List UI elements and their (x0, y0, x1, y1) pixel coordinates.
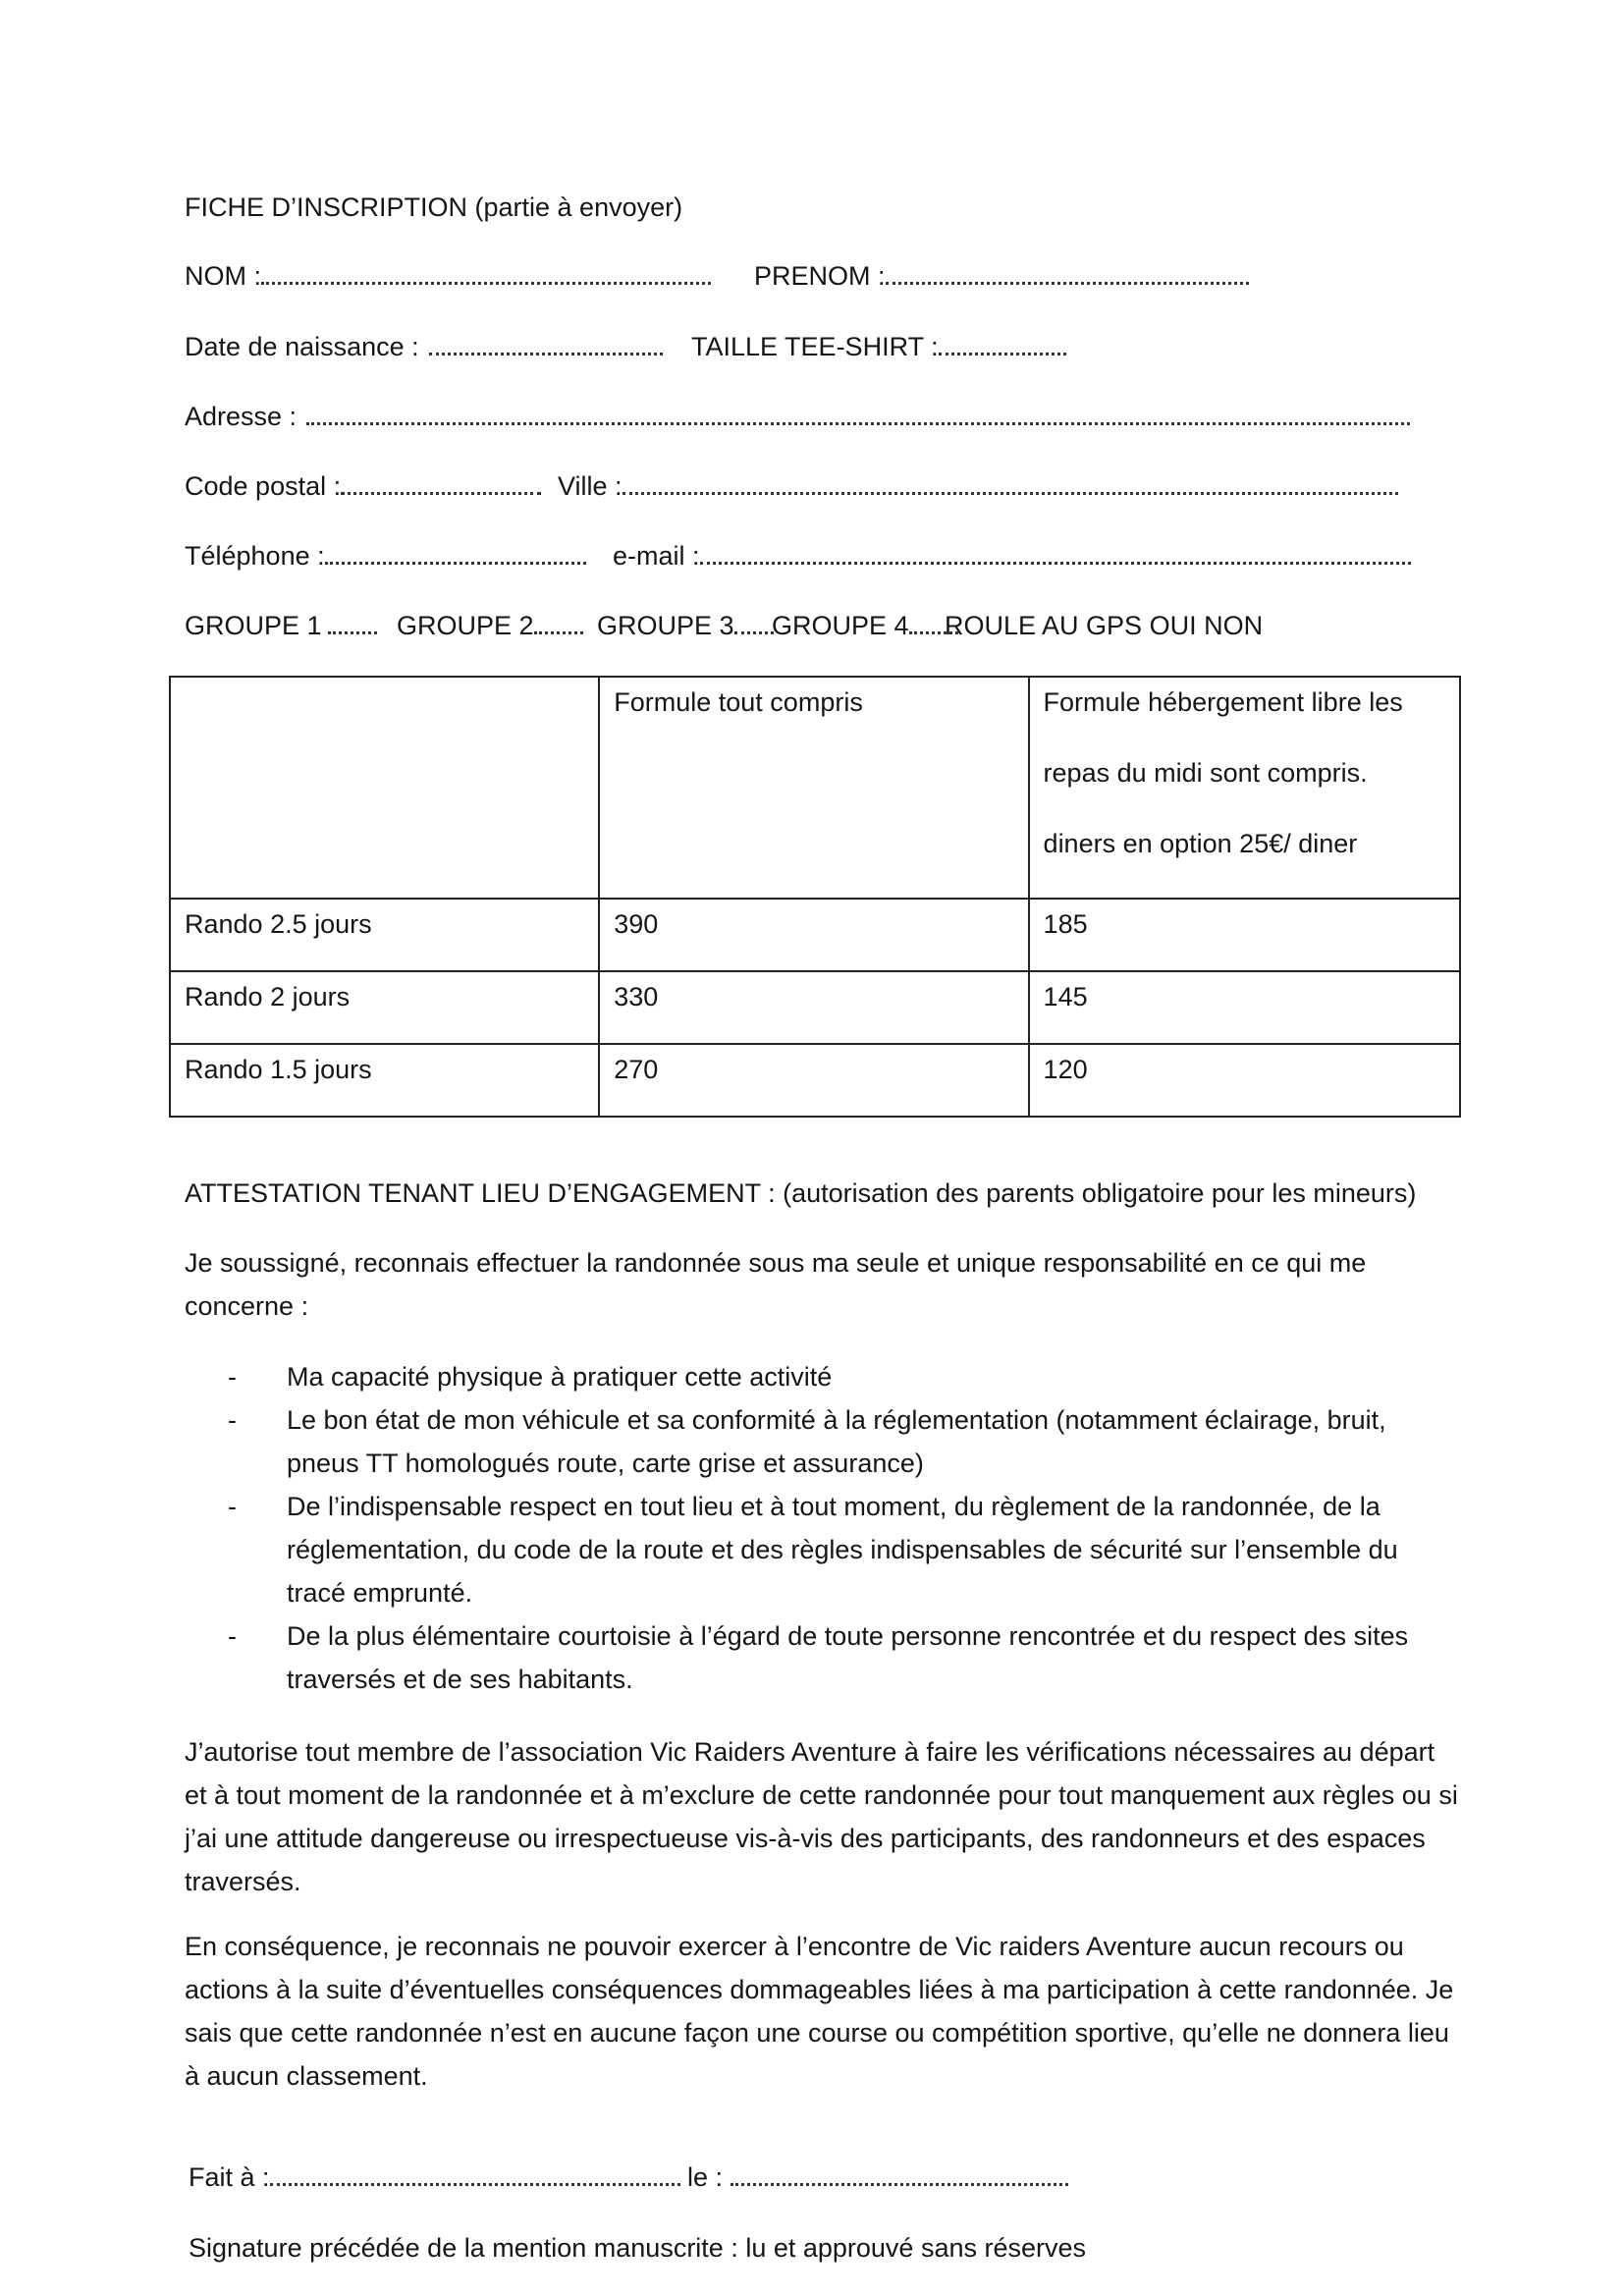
nom-field[interactable] (185, 259, 711, 293)
dash-bullet: - (228, 1621, 237, 1651)
date-dotted-line (731, 2161, 1068, 2186)
email-field[interactable] (613, 539, 1411, 573)
gps-field[interactable] (945, 609, 1263, 642)
email-dotted-line (700, 540, 1411, 565)
row-label: Rando 1.5 jours (170, 1044, 599, 1117)
table-row (170, 1044, 1460, 1117)
groupe-1-field[interactable] (185, 609, 377, 642)
list-item: - De l’indispensable respect en tout lieu et à tout moment, du règlement de la randonnée, de la réglementation, du code de la route et des règles indispensables de sécurité sur l’ensemble du tracé emprunté. (228, 1485, 1445, 1614)
taille-field[interactable] (691, 330, 1066, 363)
table-row (170, 899, 1460, 971)
telephone-label: Téléphone : (185, 541, 325, 571)
row-price-tout-compris: 390 (599, 899, 1028, 971)
attestation-heading: ATTESTATION TENANT LIEU D’ENGAGEMENT : (autorisation des parents obligatoire pour les mineurs) (185, 1178, 1417, 1208)
dash-bullet: - (228, 1492, 237, 1521)
date-label: le : (687, 2162, 724, 2192)
date-field[interactable] (687, 2160, 1068, 2194)
price-table-empty-cell (170, 677, 599, 899)
consequence-paragraph: En conséquence, je reconnais ne pouvoir exercer à l’encontre de Vic raiders Aventure aucun recours ou actions à la suite d’éventuelles conséquences dommageables liées à ma participation à cette randonnée. Je sais que cette randonnée n’est en aucune façon une course ou compétition sportive, qu’elle ne donnera lieu à aucun classement. (185, 1932, 1454, 2091)
row-price-tout-compris: 330 (599, 971, 1028, 1044)
header-hebergement-line-1: Formule hébergement libre les (1043, 687, 1403, 717)
row-label: Rando 2.5 jours (170, 899, 599, 971)
row-price-hebergement-libre: 120 (1029, 1044, 1460, 1117)
groupe-1-label: GROUPE 1 (185, 611, 322, 640)
fait-a-label: Fait à : (189, 2162, 270, 2192)
gps-label: ROULE AU GPS OUI NON (945, 611, 1264, 640)
engagement-list (228, 1355, 1445, 1701)
groupe-3-field[interactable] (597, 609, 774, 642)
nom-dotted-line (261, 260, 711, 285)
date-naissance-label: Date de naissance : (185, 332, 419, 361)
groupe-2-dotted-line (534, 610, 583, 634)
attestation-intro: Je soussigné, reconnais effectuer la randonnée sous ma seule et unique responsabilité en ce qui me concerne : (185, 1248, 1367, 1321)
row-price-hebergement-libre: 145 (1029, 971, 1460, 1044)
price-table (169, 676, 1461, 1118)
row-price-tout-compris: 270 (599, 1044, 1028, 1117)
groupe-3-dotted-line (734, 610, 774, 634)
adresse-dotted-line (306, 401, 1410, 425)
adresse-label: Adresse : (185, 402, 298, 431)
header-hebergement-line-2: repas du midi sont compris. (1043, 758, 1368, 788)
ville-field[interactable] (558, 469, 1398, 503)
groupe-3-label: GROUPE 3 (597, 611, 734, 640)
adresse-field[interactable] (185, 400, 1410, 433)
fait-a-dotted-line (270, 2161, 680, 2186)
authorization-paragraph: J’autorise tout membre de l’association Vic Raiders Aventure à faire les vérifications nécessaires au départ et à tout moment de la randonnée et à m’exclure de cette randonnée pour tout manquement aux règles ou si j’ai une attitude dangereuse ou irrespectueuse vis-à-vis des participants, des randonneurs et des espaces traversés. (185, 1737, 1458, 1896)
row-price-hebergement-libre: 185 (1029, 899, 1460, 971)
dash-bullet: - (228, 1362, 237, 1392)
ville-label: Ville : (558, 471, 623, 501)
taille-dotted-line (939, 331, 1066, 355)
row-label: Rando 2 jours (170, 971, 599, 1044)
code-postal-dotted-line (341, 470, 541, 495)
email-label: e-mail : (613, 541, 700, 571)
signature-instruction: Signature précédée de la mention manuscrite : lu et approuvé sans réserves (189, 2233, 1087, 2263)
groupe-2-label: GROUPE 2 (397, 611, 534, 640)
list-item: - De la plus élémentaire courtoisie à l’égard de toute personne rencontrée et du respect des sites traversés et de ses habitants. (228, 1614, 1445, 1701)
date-naissance-dotted-line (429, 331, 663, 355)
header-tout-compris: Formule tout compris (599, 677, 1028, 899)
form-title: FICHE D’INSCRIPTION (partie à envoyer) (185, 192, 683, 222)
header-hebergement-line-3: diners en option 25€/ diner (1043, 829, 1358, 858)
nom-label: NOM : (185, 261, 261, 291)
prenom-label: PRENOM : (754, 261, 886, 291)
groupe-2-field[interactable] (397, 609, 583, 642)
table-row (170, 971, 1460, 1044)
prenom-field[interactable] (754, 259, 1249, 293)
groupe-4-label: GROUPE 4 (772, 611, 909, 640)
price-table-header-row (170, 677, 1460, 899)
ville-dotted-line (623, 470, 1398, 495)
taille-label: TAILLE TEE-SHIRT : (691, 332, 939, 361)
list-item: - Ma capacité physique à pratiquer cette activité (228, 1355, 1445, 1398)
fait-a-field[interactable] (189, 2160, 680, 2194)
prenom-dotted-line (886, 260, 1249, 285)
code-postal-label: Code postal : (185, 471, 342, 501)
dash-bullet: - (228, 1405, 237, 1435)
telephone-dotted-line (325, 540, 586, 565)
groupe-4-field[interactable] (772, 609, 958, 642)
header-hebergement-libre (1029, 677, 1460, 899)
code-postal-field[interactable] (185, 469, 541, 503)
telephone-field[interactable] (185, 539, 586, 573)
date-naissance-field[interactable] (185, 330, 663, 363)
groupe-1-dotted-line (328, 610, 377, 634)
list-item: - Le bon état de mon véhicule et sa conformité à la réglementation (notamment éclairage, bruit, pneus TT homologués route, carte grise et assurance) (228, 1398, 1445, 1485)
